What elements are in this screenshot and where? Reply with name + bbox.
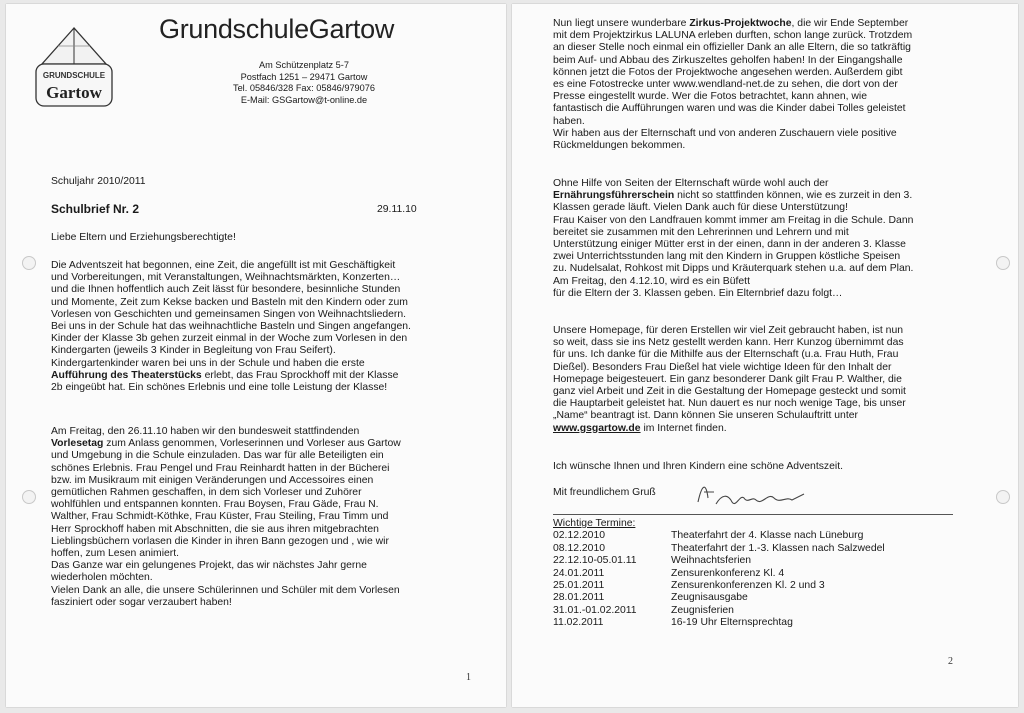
address-line: E-Mail: GSGartow@t-online.de <box>240 94 368 105</box>
text-line: Dießel). Besonders Frau Dießel hat viele wichtige Ideen für den Inhalt der <box>553 361 892 373</box>
date-row <box>553 530 885 542</box>
text-line: Walther, Frau Schmidt-Köthke, Frau Küster, Frau Steiling, Frau Timm und <box>51 511 389 523</box>
text-line: und die Ihnen hoffentlich auch Zeit lässt für besondere, besinnliche Stunden <box>51 284 401 296</box>
text-fragment: nicht so stattfinden können, wie es zurzeit in den 3. <box>674 190 913 202</box>
text-line: Homepage beigesteuert. Ein ganz besonderer Dank gilt Frau P. Walther, die <box>553 373 902 385</box>
text-line: Kindergarten (jeweils 3 Kinder in Begleitung von Frau Seifert). <box>51 345 336 357</box>
text-line: Am Freitag, den 4.12.10, wird es ein Büfett <box>553 275 750 287</box>
homepage-link[interactable]: www.gsgartow.de <box>553 422 641 434</box>
text-line: Vorlesen von Geschichten und gemeinsamen Singen von Weihnachtsliedern. <box>51 308 407 320</box>
text-line: Ohne Hilfe von Seiten der Elternschaft würde wohl auch der <box>553 178 829 189</box>
date-row <box>553 543 885 555</box>
svg-text:GRUNDSCHULE: GRUNDSCHULE <box>42 71 106 80</box>
date-cell: 28.01.2011 <box>553 592 605 604</box>
highlight-theater: Aufführung des Theaterstücks <box>51 369 202 381</box>
text-line: Wir haben aus der Elternschaft und von anderen Zuschauern viele positive <box>553 127 897 139</box>
page-number: 2 <box>948 656 953 667</box>
dates-title: Wichtige Termine: <box>553 518 636 529</box>
text-line: und Umgebung in die Schule einzuladen. Das war für alle Beteiligten ein <box>51 450 384 462</box>
highlight-ernaehrung: Ernährungsführerschein <box>553 190 675 202</box>
date-cell: 25.01.2011 <box>553 580 605 592</box>
text-line: „Name“ beantragt ist. Dann können Sie unseren Schulauftritt unter <box>553 410 858 422</box>
event-cell: Theaterfahrt der 1.-3. Klassen nach Salzwedel <box>671 542 885 554</box>
page-number: 1 <box>466 672 471 683</box>
text-line: Am Freitag, den 26.11.10 haben wir den bundesweit stattfindenden <box>51 426 360 437</box>
address-line: Am Schützenplatz 5-7 <box>259 60 349 70</box>
text-line: für uns. Ich danke für die Mithilfe aus der Elternschaft (u.a. Frau Huth, Frau <box>553 349 899 361</box>
text-fragment: Nun liegt unsere wunderbare <box>553 18 690 29</box>
school-year: Schuljahr 2010/2011 <box>51 176 146 187</box>
text-fragment: zum Anlass genommen, Vorleserinnen und Vorleser aus Gartow <box>103 438 401 450</box>
text-line: können jetzt die Fotos der Projektwoche angesehen werden. Außerdem gibt <box>553 66 903 78</box>
text-line: haben. <box>553 115 585 127</box>
event-cell: Zeugnisausgabe <box>671 592 748 604</box>
text-line: und Momente, Zeit zum Kekse backen und Basteln mit den Kindern oder zum <box>51 296 408 308</box>
text-line: Die Adventszeit hat begonnen, eine Zeit, die angefüllt ist mit Geschäftigkeit <box>51 260 396 271</box>
date-cell: 22.12.10-05.01.11 <box>553 555 637 567</box>
text-line: wohlfühlen und entspannen konnten. Frau Boysen, Frau Gäde, Frau N. <box>51 499 379 511</box>
school-address <box>214 60 394 106</box>
letter-page-1 <box>6 4 506 707</box>
divider-line <box>553 514 953 515</box>
important-dates <box>553 518 885 630</box>
text-line: bzw. im Musikraum mit einigen Veränderungen und Accessoires einen <box>51 474 374 486</box>
punch-hole <box>22 256 36 270</box>
date-row <box>553 592 885 604</box>
paragraph-ernaehrung <box>553 178 913 300</box>
punch-hole <box>996 490 1010 504</box>
text-line <box>553 18 912 30</box>
date-row <box>553 605 885 617</box>
text-line: Frau Kaiser von den Landfrauen kommt immer am Freitag in die Schule. Dann <box>553 214 914 226</box>
text-line: Das Ganze war ein gelungenes Projekt, das wir nächstes Jahr gerne <box>51 560 367 572</box>
text-line: Vielen Dank an alle, die unsere Schülerinnen und Schüler mit dem Vorlesen <box>51 584 400 596</box>
text-line: so weit, dass sie ins Netz gestellt werden kann. Herr Kunzog übernimmt das <box>553 337 904 349</box>
address-line: Postfach 1251 – 29471 Gartow <box>240 71 368 82</box>
date-row <box>553 568 885 580</box>
text-line: Kinder der Klasse 3b gehen zurzeit einmal in der Woche zum Vorlesen in den <box>51 333 408 345</box>
text-line: Unsere Homepage, für deren Erstellen wir viel Zeit gebraucht haben, ist nun <box>553 325 904 336</box>
address-line: Tel. 05846/328 Fax: 05846/979076 <box>232 83 375 93</box>
svg-text:Gartow: Gartow <box>46 83 102 102</box>
text-line: schönes Erlebnis. Frau Pengel und Frau Reinhardt hatten in der Bücherei <box>51 462 390 474</box>
letter-date: 29.11.10 <box>377 204 417 215</box>
date-cell: 08.12.2010 <box>553 542 606 554</box>
school-name: GrundschuleGartow <box>159 14 395 44</box>
salutation: Liebe Eltern und Erziehungsberechtigte! <box>51 232 236 243</box>
text-line: zwei Unterrichtsstunden lang mit den Kindern in Gruppen köstliche Speisen <box>553 251 901 263</box>
text-line: ganz viel Arbeit und Zeit in die Gestaltung der Homepage gesteckt und somit <box>553 386 906 398</box>
text-line: wiederholen möchten. <box>51 572 153 584</box>
text-line: es eine Fotostrecke unter www.wendland-net.de zu sehen, die dort von der <box>553 79 898 91</box>
paragraph-vorlesetag <box>51 426 401 609</box>
punch-hole <box>22 490 36 504</box>
text-line: die Hauptarbeit geleistet hat. Nun dauert es nur noch wenige Tage, bis unser <box>553 398 906 410</box>
text-line: Unterstützung einiger Mütter erst in der einen, dann in der anderen 3. Klasse <box>553 239 906 251</box>
text-line: Bei uns in der Schule hat das weihnachtliche Basteln und Singen angefangen. <box>51 321 411 333</box>
text-line: zu. Nudelsalat, Rohkost mit Dipps und Kräuterquark stehen u.a. auf dem Plan. <box>553 263 914 275</box>
text-fragment: im Internet finden. <box>640 422 727 434</box>
text-line <box>553 423 906 435</box>
text-line: beim Auf- und Abbau des Zirkuszeltes geholfen haben! In der Eingangshalle <box>553 54 903 66</box>
text-line: und Vorbereitungen, mit Veranstaltungen, Weihnachtsmärkten, Konzerten… <box>51 272 401 284</box>
punch-hole <box>996 256 1010 270</box>
date-cell: 31.01.-01.02.2011 <box>553 604 637 616</box>
text-line <box>553 190 913 202</box>
text-line: Rückmeldungen bekommen. <box>553 140 686 152</box>
closing-greeting: Mit freundlichem Gruß <box>553 487 656 498</box>
text-line: an dieser Stelle noch einmal ein offizieller Dank an alle Eltern, die so tatkräftig <box>553 42 911 54</box>
event-cell: Weihnachtsferien <box>671 555 752 567</box>
paragraph-homepage <box>553 325 906 435</box>
text-fragment: erlebt, das Frau Sprockhoff mit der Klasse <box>201 369 399 381</box>
highlight-zirkus: Zirkus-Projektwoche <box>689 18 792 29</box>
text-line: Lieblingsbüchern vorlasen die Kinder in ihren Bann gezogen und , wie wir <box>51 535 389 547</box>
paragraph-zirkus <box>553 18 912 152</box>
text-line: Kindergartenkinder waren bei uns in der Schule und haben die erste <box>51 357 365 369</box>
text-line: gemütlichen Rahmen geschaffen, in dem sich Vorleser und Zuhörer <box>51 487 362 499</box>
text-line: für die Eltern der 3. Klassen geben. Ein Elternbrief dazu folgt… <box>553 287 843 299</box>
text-line <box>51 438 401 450</box>
text-line: mit dem Projektzirkus LALUNA erleben durften, schon lange zurück. Trotzdem <box>553 30 913 42</box>
text-line: Herr Sprockhoff haben mit Abschnitten, die sie aus ihren mitgebrachten <box>51 523 379 535</box>
text-line: fantastisch die Aufführungen waren und was die Kinder dabei Tolles geleistet <box>553 103 906 115</box>
text-line <box>51 370 411 382</box>
school-logo <box>32 24 116 112</box>
letter-page-2 <box>512 4 1018 707</box>
text-line: Klassen gerade läuft. Vielen Dank auch für diese Unterstützung! <box>553 202 848 214</box>
signature <box>692 474 812 514</box>
date-cell: 24.01.2011 <box>553 567 605 579</box>
text-line: 2b eingeübt hat. Ein schönes Erlebnis und eine tolle Leistung der Klasse! <box>51 382 388 394</box>
text-line: Presse eingestellt wurde. Wer die Fotos betrachtet, kann ahnen, wie <box>553 91 868 103</box>
event-cell: Zensurenkonferenz Kl. 4 <box>671 567 785 579</box>
text-fragment: , die wir Ende September <box>791 18 909 29</box>
event-cell: 16-19 Uhr Elternsprechtag <box>671 617 793 629</box>
date-row <box>553 555 885 567</box>
text-line: fasziniert oder sogar verzaubert haben! <box>51 596 232 608</box>
highlight-vorlesetag: Vorlesetag <box>51 438 104 450</box>
paragraph-advent <box>51 260 411 394</box>
event-cell: Zensurenkonferenzen Kl. 2 und 3 <box>671 580 825 592</box>
date-cell: 11.02.2011 <box>553 617 604 629</box>
date-row <box>553 580 885 592</box>
event-cell: Theaterfahrt der 4. Klasse nach Lüneburg <box>671 530 864 542</box>
letter-title: Schulbrief Nr. 2 <box>51 202 140 216</box>
event-cell: Zeugnisferien <box>671 604 734 616</box>
closing-wish: Ich wünsche Ihnen und Ihren Kindern eine schöne Adventszeit. <box>553 461 843 472</box>
text-line: bereitet sie zusammen mit den Lehrerinnen und Lehrern und mit <box>553 226 849 238</box>
date-cell: 02.12.2010 <box>553 530 606 542</box>
text-line: hoffen, zum Lesen animiert. <box>51 548 180 560</box>
date-row <box>553 617 885 629</box>
